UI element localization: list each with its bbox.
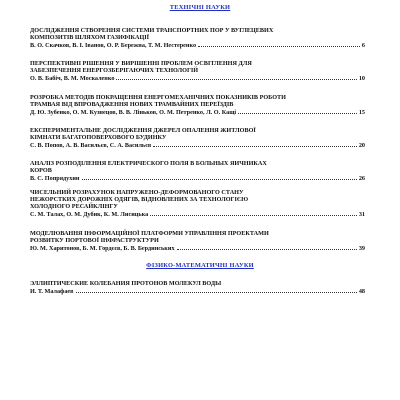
entry-title [30,27,365,41]
toc-entry[interactable] [30,189,365,218]
entry-authors: С. В. Попов, А. В. Васильєв, С. А. Васильєв [30,141,152,149]
entry-page-number: 48 [358,287,365,295]
entry-title [30,127,365,141]
entry-title [30,189,365,210]
entry-authors-row [30,211,365,218]
entry-authors: С. М. Талах, О. М. Дубик, К. М. Лисицька [30,210,149,218]
entry-page-number: 6 [361,41,365,49]
entry-title-line: ТРАМВАЯ ВІД ВПРОВАДЖЕННЯ НОВИХ ТРАМВАЙНИХ ПЕРЕЇЗДІВ [30,101,234,109]
entry-title [30,230,365,244]
entry-authors-row [30,288,365,295]
entry-title-line: РОЗРОБКА МЕТОДІВ ПОКРАЩЕННЯ ЕНЕРГОМЕХАНІЧНИХ ПОКАЗНИКІВ РОБОТИ [30,94,286,101]
toc-entry[interactable] [30,230,365,252]
section-title-technical: ТЕХНІЧНІ НАУКИ [169,4,231,11]
leader-dots [238,112,357,114]
entry-page-number: 20 [358,141,365,149]
entry-title-line: ХОЛОДНОГО РЕСАЙКЛІНГУ [30,203,118,211]
entry-authors: И. Т. Малафаев [30,287,74,295]
toc-entry[interactable] [30,280,365,295]
entry-title-line: ЭЛЛИПТИЧЕСКИЕ КОЛЕБАНИЯ ПРОТОНОВ МОЛЕКУЛ ВОДЫ [30,280,222,287]
entry-authors-row [30,109,365,116]
toc-entry[interactable] [30,160,365,182]
entry-authors: Ю. М. Харитонов, Б. М. Гордєєв, Б. В. Бердинських [30,244,175,252]
entry-authors: Д. Ю. Зубенко, О. М. Кузнецов, В. В. Ліньков, О. М. Петренко, Л. О. Кащі [30,108,237,116]
entry-page-number: 15 [358,108,365,116]
leader-dots [82,178,357,180]
entry-title-line: ЗАБЕЗПЕЧЕННЯ ЕНЕРГОЗБЕРІГАЮЧИХ ТЕХНОЛОГІЙ [30,67,199,75]
toc-entry[interactable] [30,127,365,149]
entry-page-number: 31 [358,210,365,218]
entry-title [30,60,365,74]
entry-authors-row [30,42,365,49]
entry-authors: В. О. Скачков, В. І. Іванов, О. Р. Бережна, Т. М. Нестеренко [30,41,197,49]
entry-title-line: ПЕРСПЕКТИВНІ РІШЕННЯ У ВИРІШЕННІ ПРОБЛЕМ ОСВІТЛЕННЯ ДЛЯ [30,60,252,67]
entry-authors: О. В. Бабіч, В. М. Москаленко [30,74,115,82]
entry-title-line: НЕЖОРСТКИХ ДОРОЖНІХ ОДЯГІВ, ВІДНОВЛЕНИХ ЗА ТЕХНОЛОГІЄЮ [30,196,249,204]
leader-dots [150,214,357,216]
toc-entry[interactable] [30,94,365,116]
leader-dots [198,45,360,47]
entry-title-line: ДОСЛІДЖЕННЯ СТВОРЕННЯ СИСТЕМИ ТРАНСПОРТНИХ ПОР У ВУГЛЕЦЕВИХ [30,27,274,34]
leader-dots [76,291,357,293]
entry-title-line: ЧИСЕЛЬНИЙ РОЗРАХУНОК НАПРУЖЕНО-ДЕФОРМОВАНОГО СТАНУ [30,189,244,196]
entry-title-line: КОМПОЗИТІВ ШЛЯХОМ ГАЗИФІКАЦІЇ [30,34,150,42]
entry-authors-row [30,75,365,82]
leader-dots [177,248,357,250]
entry-title-line: ЕКСПЕРИМЕНТАЛЬНЕ ДОСЛІДЖЕННЯ ДЖЕРЕЛ ОПАЛЕННЯ ЖИТЛОВОЇ [30,127,256,134]
toc-entry[interactable] [30,60,365,82]
entry-authors: В. С. Попрядухин [30,174,80,182]
entry-page-number: 26 [358,174,365,182]
entry-authors-row [30,245,365,252]
entry-title [30,280,365,287]
entry-title [30,160,365,174]
entry-title [30,94,365,108]
leader-dots [153,145,357,147]
entry-title-line: МОДЕЛЮВАННЯ ІНФОРМАЦІЙНОЇ ПЛАТФОРМИ УПРАВЛІННЯ ПРОЕКТАМИ [30,230,269,237]
entry-authors-row [30,142,365,149]
entry-title-line: АНАЛІЗ РОЗПОДІЛЕННЯ ЕЛЕКТРИЧЕСКОГО ПОЛЯ В БОЛЬНЫХ ЯИЧНИКАХ [30,160,267,167]
entry-page-number: 39 [358,244,365,252]
entry-title-line: КОРОВ [30,167,52,175]
entry-page-number: 10 [358,74,365,82]
toc-entry[interactable] [30,27,365,49]
leader-dots [116,78,356,80]
entry-title-line: КІМНАТИ БАГАТОПОВЕРХОВОГО БУДИНКУ [30,134,167,142]
section-title-physmath: ФІЗИКО-МАТЕМАТИЧНІ НАУКИ [146,262,254,269]
entry-authors-row [30,175,365,182]
entry-title-line: РОЗВИТКУ ПОРТОВОЇ ІНФРАСТРУКТУРИ [30,237,159,245]
